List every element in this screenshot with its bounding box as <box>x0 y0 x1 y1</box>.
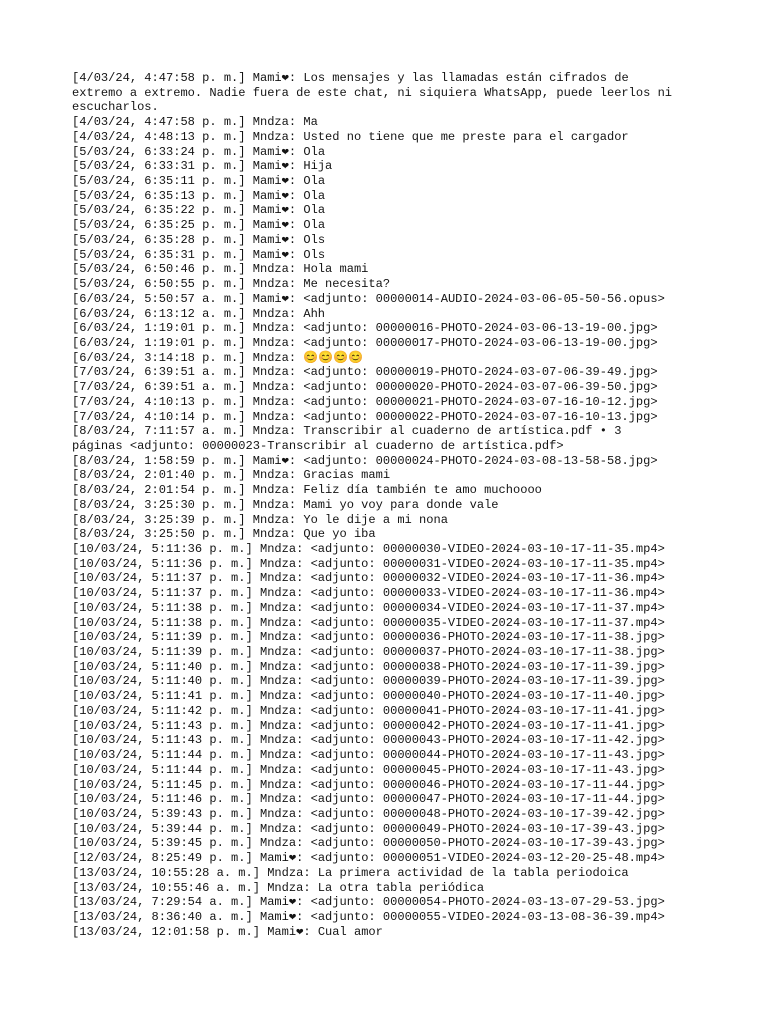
transcript-line: [7/03/24, 6:39:51 a. m.] Mndza: <adjunto: 00000020-PHOTO-2024-03-07-06-39-50.jpg> <box>72 380 658 395</box>
transcript-line: [8/03/24, 1:58:59 p. m.] Mami❤: <adjunto: 00000024-PHOTO-2024-03-08-13-58-58.jpg> <box>72 453 658 468</box>
transcript-line: [5/03/24, 6:33:24 p. m.] Mami❤: Ola <box>72 144 326 159</box>
transcript-line: [4/03/24, 4:48:13 p. m.] Mndza: Usted no tiene que me preste para el cargador <box>72 129 629 144</box>
transcript-line: [5/03/24, 6:35:13 p. m.] Mami❤: Ola <box>72 188 326 203</box>
transcript-line: [8/03/24, 7:11:57 a. m.] Mndza: Transcribir al cuaderno de artística.pdf • 3 <box>72 424 622 439</box>
transcript-line: [13/03/24, 10:55:28 a. m.] Mndza: La primera actividad de la tabla periodoica <box>72 865 629 880</box>
transcript-line: [10/03/24, 5:11:42 p. m.] Mndza: <adjunto: 00000041-PHOTO-2024-03-10-17-11-41.jpg> <box>72 703 665 718</box>
transcript-line: escucharlos. <box>72 100 159 115</box>
transcript-line: [6/03/24, 1:19:01 p. m.] Mndza: <adjunto: 00000016-PHOTO-2024-03-06-13-19-00.jpg> <box>72 321 658 336</box>
transcript-line: [7/03/24, 4:10:14 p. m.] Mndza: <adjunto: 00000022-PHOTO-2024-03-07-16-10-13.jpg> <box>72 409 658 424</box>
transcript-line: [6/03/24, 5:50:57 a. m.] Mami❤: <adjunto: 00000014-AUDIO-2024-03-06-05-50-56.opus> <box>72 291 665 306</box>
transcript-line: [5/03/24, 6:50:55 p. m.] Mndza: Me necesita? <box>72 277 391 292</box>
transcript-line: [10/03/24, 5:39:43 p. m.] Mndza: <adjunto: 00000048-PHOTO-2024-03-10-17-39-42.jpg> <box>72 806 665 821</box>
transcript-line: [5/03/24, 6:35:28 p. m.] Mami❤: Ols <box>72 232 326 247</box>
transcript-line: extremo a extremo. Nadie fuera de este chat, ni siquiera WhatsApp, puede leerlos ni <box>72 85 673 100</box>
transcript-line: [8/03/24, 2:01:54 p. m.] Mndza: Feliz día también te amo muchoooo <box>72 483 542 498</box>
transcript-line: [10/03/24, 5:39:45 p. m.] Mndza: <adjunto: 00000050-PHOTO-2024-03-10-17-39-43.jpg> <box>72 836 665 851</box>
transcript-line: [10/03/24, 5:11:38 p. m.] Mndza: <adjunto: 00000035-VIDEO-2024-03-10-17-11-37.mp4> <box>72 615 665 630</box>
transcript-line: [10/03/24, 5:11:36 p. m.] Mndza: <adjunto: 00000031-VIDEO-2024-03-10-17-11-35.mp4> <box>72 556 665 571</box>
transcript-line: [6/03/24, 6:13:12 a. m.] Mndza: Ahh <box>72 306 326 321</box>
transcript-line: [10/03/24, 5:11:39 p. m.] Mndza: <adjunto: 00000037-PHOTO-2024-03-10-17-11-38.jpg> <box>72 645 665 660</box>
transcript-line: [7/03/24, 6:39:51 a. m.] Mndza: <adjunto: 00000019-PHOTO-2024-03-07-06-39-49.jpg> <box>72 365 658 380</box>
transcript-line: páginas <adjunto: 00000023-Transcribir al cuaderno de artística.pdf> <box>72 438 564 453</box>
transcript-line: [10/03/24, 5:11:44 p. m.] Mndza: <adjunto: 00000044-PHOTO-2024-03-10-17-11-43.jpg> <box>72 748 665 763</box>
transcript-line: [4/03/24, 4:47:58 p. m.] Mndza: Ma <box>72 115 318 130</box>
transcript-line: [10/03/24, 5:11:44 p. m.] Mndza: <adjunto: 00000045-PHOTO-2024-03-10-17-11-43.jpg> <box>72 762 665 777</box>
transcript-line: [8/03/24, 2:01:40 p. m.] Mndza: Gracias mami <box>72 468 391 483</box>
transcript-line: [5/03/24, 6:35:25 p. m.] Mami❤: Ola <box>72 218 326 233</box>
transcript-line: [10/03/24, 5:11:39 p. m.] Mndza: <adjunto: 00000036-PHOTO-2024-03-10-17-11-38.jpg> <box>72 630 665 645</box>
transcript-line: [5/03/24, 6:35:11 p. m.] Mami❤: Ola <box>72 174 326 189</box>
transcript-line: [5/03/24, 6:33:31 p. m.] Mami❤: Hija <box>72 159 333 174</box>
transcript-line: [12/03/24, 8:25:49 p. m.] Mami❤: <adjunto: 00000051-VIDEO-2024-03-12-20-25-48.mp4> <box>72 851 665 866</box>
transcript-line: [13/03/24, 7:29:54 a. m.] Mami❤: <adjunto: 00000054-PHOTO-2024-03-13-07-29-53.jpg> <box>72 895 665 910</box>
transcript-line: [10/03/24, 5:11:43 p. m.] Mndza: <adjunto: 00000043-PHOTO-2024-03-10-17-11-42.jpg> <box>72 733 665 748</box>
transcript-line: [10/03/24, 5:11:41 p. m.] Mndza: <adjunto: 00000040-PHOTO-2024-03-10-17-11-40.jpg> <box>72 689 665 704</box>
transcript-line: [10/03/24, 5:11:43 p. m.] Mndza: <adjunto: 00000042-PHOTO-2024-03-10-17-11-41.jpg> <box>72 718 665 733</box>
transcript-line: [6/03/24, 1:19:01 p. m.] Mndza: <adjunto: 00000017-PHOTO-2024-03-06-13-19-00.jpg> <box>72 335 658 350</box>
transcript-line: [10/03/24, 5:11:40 p. m.] Mndza: <adjunto: 00000038-PHOTO-2024-03-10-17-11-39.jpg> <box>72 659 665 674</box>
transcript-line: [8/03/24, 3:25:50 p. m.] Mndza: Que yo iba <box>72 527 376 542</box>
transcript-line: [13/03/24, 10:55:46 a. m.] Mndza: La otra tabla periódica <box>72 880 485 895</box>
transcript-line: [10/03/24, 5:11:45 p. m.] Mndza: <adjunto: 00000046-PHOTO-2024-03-10-17-11-44.jpg> <box>72 777 665 792</box>
transcript-line: [10/03/24, 5:11:46 p. m.] Mndza: <adjunto: 00000047-PHOTO-2024-03-10-17-11-44.jpg> <box>72 792 665 807</box>
transcript-line: [10/03/24, 5:39:44 p. m.] Mndza: <adjunto: 00000049-PHOTO-2024-03-10-17-39-43.jpg> <box>72 821 665 836</box>
chat-transcript <box>72 71 728 939</box>
transcript-line: [10/03/24, 5:11:37 p. m.] Mndza: <adjunto: 00000033-VIDEO-2024-03-10-17-11-36.mp4> <box>72 586 665 601</box>
transcript-line: [10/03/24, 5:11:36 p. m.] Mndza: <adjunto: 00000030-VIDEO-2024-03-10-17-11-35.mp4> <box>72 542 665 556</box>
transcript-line: [5/03/24, 6:35:31 p. m.] Mami❤: Ols <box>72 247 326 262</box>
transcript-line: [13/03/24, 8:36:40 a. m.] Mami❤: <adjunto: 00000055-VIDEO-2024-03-13-08-36-39.mp4> <box>72 909 665 924</box>
transcript-line: [8/03/24, 3:25:39 p. m.] Mndza: Yo le dije a mi nona <box>72 512 448 527</box>
transcript-line: [5/03/24, 6:35:22 p. m.] Mami❤: Ola <box>72 203 326 218</box>
transcript-line: [13/03/24, 12:01:58 p. m.] Mami❤: Cual amor <box>72 924 383 939</box>
transcript-line: [5/03/24, 6:50:46 p. m.] Mndza: Hola mami <box>72 262 369 277</box>
transcript-line: [10/03/24, 5:11:37 p. m.] Mndza: <adjunto: 00000032-VIDEO-2024-03-10-17-11-36.mp4> <box>72 571 665 586</box>
transcript-line: [10/03/24, 5:11:40 p. m.] Mndza: <adjunto: 00000039-PHOTO-2024-03-10-17-11-39.jpg> <box>72 674 665 689</box>
transcript-line: [10/03/24, 5:11:38 p. m.] Mndza: <adjunto: 00000034-VIDEO-2024-03-10-17-11-37.mp4> <box>72 600 665 615</box>
transcript-line: [8/03/24, 3:25:30 p. m.] Mndza: Mami yo voy para donde vale <box>72 497 499 512</box>
transcript-line: [4/03/24, 4:47:58 p. m.] Mami❤: Los mensajes y las llamadas están cifrados de <box>72 71 629 85</box>
transcript-line: [6/03/24, 3:14:18 p. m.] Mndza: 😊😊😊😊 <box>72 350 364 365</box>
transcript-line: [7/03/24, 4:10:13 p. m.] Mndza: <adjunto: 00000021-PHOTO-2024-03-07-16-10-12.jpg> <box>72 394 658 409</box>
